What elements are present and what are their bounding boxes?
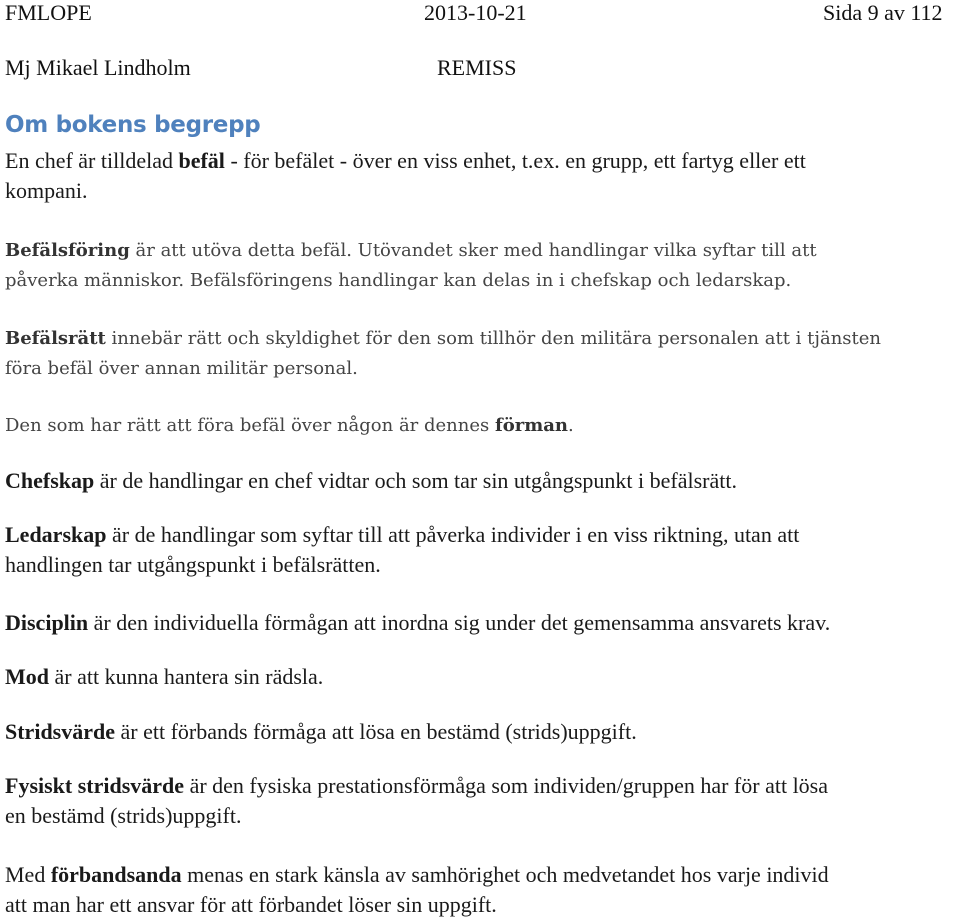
term-disciplin: Disciplin <box>5 610 89 635</box>
paragraph-stridsvarde <box>5 717 960 747</box>
paragraph-ledarskap <box>5 520 960 580</box>
paragraph-chefskap <box>5 466 960 496</box>
paragraph-line: Ledarskap är de handlingar som syftar till att påverka individer i en viss riktning, utan att <box>5 522 800 547</box>
term-chefskap: Chefskap <box>5 468 95 493</box>
paragraph-line: Den som har rätt att föra befäl över någon är dennes förman. <box>5 415 574 436</box>
term-forbandsanda: förbandsanda <box>50 862 182 887</box>
paragraph-forman <box>5 411 960 441</box>
paragraph-mod <box>5 662 960 692</box>
paragraph-disciplin <box>5 608 960 638</box>
term-befal: befäl <box>178 148 225 173</box>
term-befalsratt: Befälsrätt <box>5 328 106 349</box>
paragraph-line: påverka människor. Befälsföringens handlingar kan delas in i chefskap och ledarskap. <box>5 270 792 291</box>
header-date: 2013-10-21 <box>424 0 527 25</box>
term-mod: Mod <box>5 664 49 689</box>
paragraph-line: Fysiskt stridsvärde är den fysiska prestationsförmåga som individen/gruppen har för att lösa <box>5 773 829 798</box>
paragraph-line: Befälsrätt innebär rätt och skyldighet för den som tillhör den militära personalen att i tjänsten <box>5 328 881 349</box>
term-fysiskt-stridsvarde: Fysiskt stridsvärde <box>5 773 185 798</box>
paragraph-forbandsanda <box>5 860 960 920</box>
header-author: Mj Mikael Lindholm <box>5 55 191 80</box>
section-heading: Om bokens begrepp <box>5 112 261 138</box>
header-doc-code: FMLOPE <box>5 0 92 25</box>
term-befalsforing: Befälsföring <box>5 240 130 261</box>
header-status: REMISS <box>437 55 517 80</box>
term-ledarskap: Ledarskap <box>5 522 107 547</box>
paragraph-line: handlingen tar utgångspunkt i befälsrätten. <box>5 552 381 577</box>
paragraph-line: föra befäl över annan militär personal. <box>5 358 358 379</box>
paragraph-line: en bestämd (strids)uppgift. <box>5 803 242 828</box>
paragraph-line: Mod är att kunna hantera sin rädsla. <box>5 664 324 689</box>
paragraph-line: kompani. <box>5 178 88 203</box>
paragraph-befalsratt <box>5 324 960 384</box>
paragraph-line: Befälsföring är att utöva detta befäl. Utövandet sker med handlingar vilka syftar till att <box>5 240 817 261</box>
paragraph-befalsforing <box>5 236 960 296</box>
paragraph-line: Stridsvärde är ett förbands förmåga att lösa en bestämd (strids)uppgift. <box>5 719 637 744</box>
paragraph-line: Chefskap är de handlingar en chef vidtar och som tar sin utgångspunkt i befälsrätt. <box>5 468 737 493</box>
paragraph-line: Disciplin är den individuella förmågan att inordna sig under det gemensamma ansvarets krav. <box>5 610 831 635</box>
paragraph-line: Med förbandsanda menas en stark känsla av samhörighet och medvetandet hos varje individ <box>5 862 829 887</box>
paragraph-fysiskt-stridsvarde <box>5 771 960 831</box>
paragraph-line: att man har ett ansvar för att förbandet löser sin uppgift. <box>5 892 497 917</box>
paragraph-line: En chef är tilldelad befäl - för befälet - över en viss enhet, t.ex. en grupp, ett fartyg eller ett <box>5 148 806 173</box>
header-page-number: Sida 9 av 112 <box>823 0 943 25</box>
term-forman: förman <box>494 415 569 436</box>
paragraph-chef <box>5 146 960 206</box>
term-stridsvarde: Stridsvärde <box>5 719 115 744</box>
